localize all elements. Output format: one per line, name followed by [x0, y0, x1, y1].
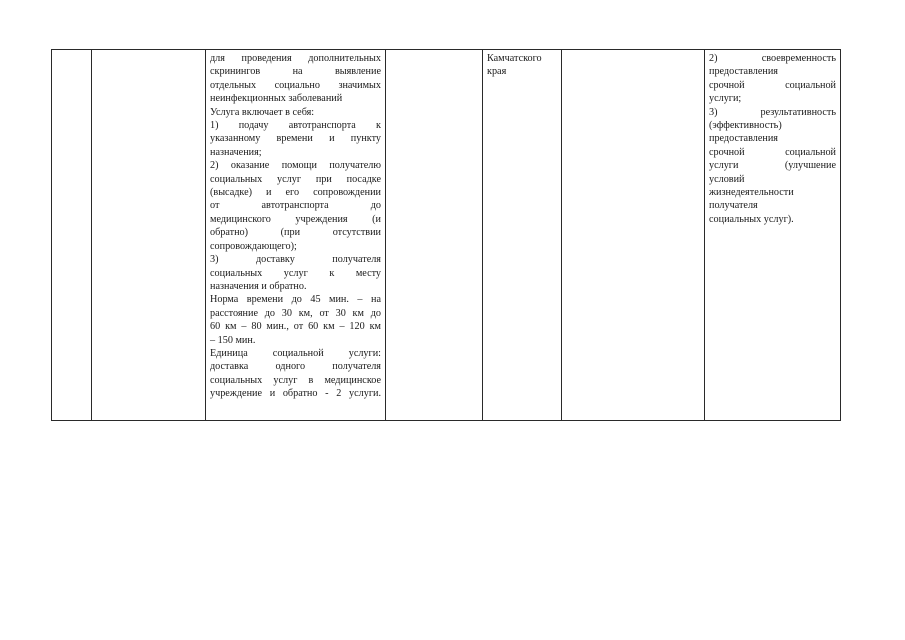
text-line: (эффективность) — [709, 120, 782, 132]
text-line: срочной социальной — [709, 79, 836, 91]
text-line: предоставления — [709, 133, 778, 145]
cell-service-description — [206, 50, 386, 421]
services-table — [51, 49, 841, 421]
text-line: сопровождающего); — [210, 240, 297, 252]
text-line: 60 км – 80 мин., от 60 км – 120 км — [210, 321, 381, 333]
text-line: доставка одного получателя — [210, 361, 381, 373]
text-line: медицинского учреждения (и — [210, 213, 381, 225]
text-line: социальных услуг). — [709, 213, 794, 225]
text-line: – 150 мин. — [210, 334, 256, 346]
text-line: предоставления — [709, 66, 778, 78]
cell-number — [52, 50, 92, 421]
text-line: назначения; — [210, 146, 262, 158]
criteria-text — [709, 52, 836, 226]
text-line: учреждение и обратно - 2 услуги. — [210, 388, 381, 400]
text-line: 1) подачу автотранспорта к — [210, 120, 381, 132]
text-line: 3) результативность — [709, 106, 836, 118]
cell-service-name — [92, 50, 206, 421]
cell-criteria — [705, 50, 841, 421]
text-line: услуги (улучшение — [709, 160, 836, 172]
region-text — [487, 52, 557, 79]
text-line: скринингов на выявление — [210, 66, 381, 78]
cell-empty-2 — [562, 50, 705, 421]
text-line: получателя — [709, 200, 758, 212]
text-line: 3) доставку получателя — [210, 254, 381, 266]
text-line: от автотранспорта до — [210, 200, 381, 212]
cell-empty-1 — [386, 50, 483, 421]
text-line: социальных услуг к месту — [210, 267, 381, 279]
text-line: расстояние до 30 км, от 30 км до — [210, 307, 381, 319]
text-line: назначения и обратно. — [210, 280, 307, 292]
text-line: (высадке) и его сопровождении — [210, 187, 381, 199]
text-line: неинфекционных заболеваний — [210, 93, 343, 105]
service-description-text — [210, 52, 381, 401]
text-line: края — [487, 66, 507, 78]
text-line: 2) оказание помощи получателю — [210, 160, 381, 172]
table-row — [52, 50, 841, 421]
text-line: Единица социальной услуги: — [210, 347, 381, 359]
text-line: обратно) (при отсутствии — [210, 227, 381, 239]
text-line: указанному времени и пункту — [210, 133, 381, 145]
text-line: условий — [709, 173, 745, 185]
text-line: жизнедеятельности — [709, 187, 794, 199]
text-line: 2) своевременность — [709, 53, 836, 64]
text-line: срочной социальной — [709, 146, 836, 158]
text-line: социальных услуг при посадке — [210, 173, 381, 185]
text-line: Камчатского — [487, 53, 542, 64]
cell-region — [483, 50, 562, 421]
text-line: для проведения дополнительных — [210, 53, 381, 64]
text-line: услуги; — [709, 93, 742, 105]
text-line: Норма времени до 45 мин. – на — [210, 294, 381, 306]
text-line: социальных услуг в медицинское — [210, 374, 381, 386]
text-line: Услуга включает в себя: — [210, 106, 315, 118]
text-line: отдельных социально значимых — [210, 79, 381, 91]
